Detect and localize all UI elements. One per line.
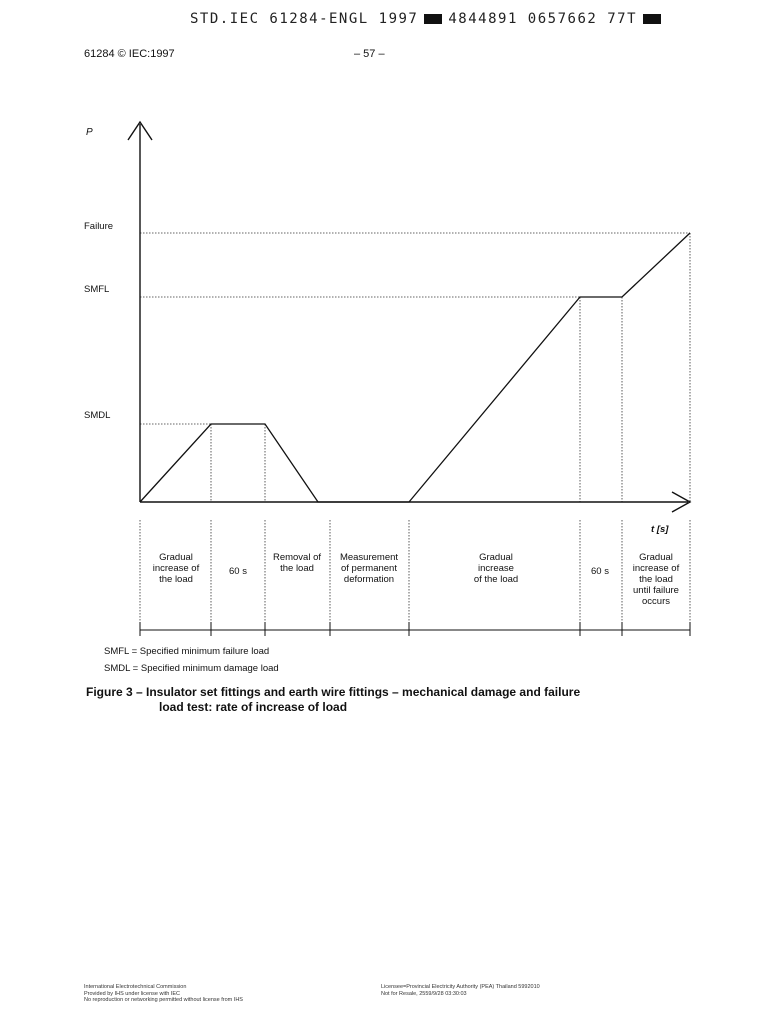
legend-smfl: SMFL = Specified minimum failure load: [104, 646, 270, 657]
phase-label: increase: [478, 563, 514, 574]
footer-right: [381, 984, 540, 997]
phase-label: 60 s: [229, 566, 247, 577]
phase-label: 60 s: [591, 566, 609, 577]
phase-label: of the load: [473, 574, 519, 585]
phase-ticks: [140, 622, 690, 636]
caption-line1: Figure 3 – Insulator set fittings and earth wire fittings – mechanical damage and failure: [86, 685, 581, 699]
x-axis-label: t [s]: [651, 524, 669, 535]
footer-left-line: No reproduction or networking permitted without license from IHS: [84, 997, 243, 1003]
footer-left-line: International Electrotechnical Commission: [84, 984, 187, 990]
phase-label: Measurement: [339, 552, 399, 563]
smfl-label: SMFL: [84, 284, 110, 295]
stamp-code: 4844891 0657662 77T: [448, 11, 638, 27]
footer-left: [84, 984, 243, 1004]
figure-caption: [86, 685, 580, 715]
phase-labels: [153, 552, 680, 607]
phase-label: Removal of: [272, 552, 322, 563]
phase-label: increase of: [632, 563, 680, 574]
phase-label: until failure: [633, 585, 679, 596]
phase-label: of permanent: [341, 563, 397, 574]
phase-label: Gradual: [479, 552, 513, 563]
footer-right-line: Licensee=Provincial Electricity Authority (PEA) Thailand 5992010: [381, 984, 540, 990]
phase-label: deformation: [343, 574, 395, 585]
y-axis-label: P: [86, 127, 93, 138]
phase-label: occurs: [642, 596, 670, 607]
legend-smdl: SMDL = Specified minimum damage load: [104, 663, 279, 674]
phase-label: the load: [639, 574, 673, 585]
phase-label: the load: [159, 574, 193, 585]
smdl-label: SMDL: [84, 410, 111, 421]
page-number: – 57 –: [354, 48, 385, 60]
load-curve: [140, 233, 690, 502]
phase-label: the load: [280, 563, 314, 574]
failure-label: Failure: [84, 221, 114, 232]
document-id: 61284 © IEC:1997: [84, 48, 175, 60]
phase-label: increase of: [152, 563, 200, 574]
caption-line2: load test: rate of increase of load: [159, 700, 348, 714]
footer-right-line: Not for Resale, 2559/9/28 03:30:03: [381, 990, 467, 997]
stamp-text: STD.IEC 61284-ENGL 1997: [190, 11, 419, 27]
phase-label: Gradual: [159, 552, 193, 563]
phase-label: Gradual: [639, 552, 673, 563]
footer-left-line: Provided by IHS under license with IEC: [84, 990, 180, 997]
